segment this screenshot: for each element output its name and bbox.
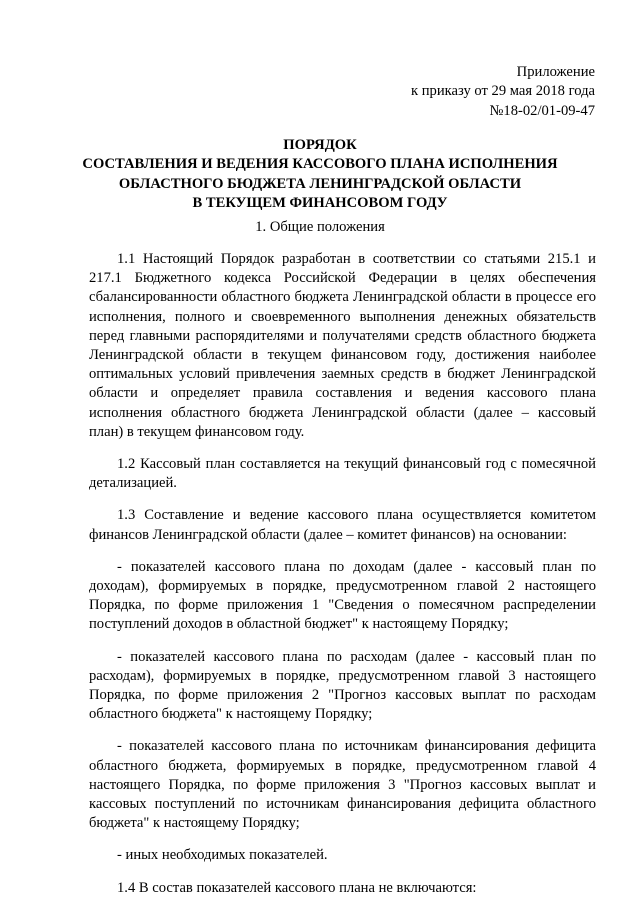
section-heading-general-provisions: 1. Общие положения <box>255 219 385 235</box>
paragraph-1-2: 1.2 Кассовый план составляется на текущий финансовый год с помесячной детализацией. <box>89 456 596 492</box>
list-item-expense-plan: - показателей кассового плана по расходам (далее - кассовый план по расходам), формируемых в порядке, предусмотренном главой 3 настоящего Порядка, по форме приложения 2 "Прогноз кассовых выплат по расходам областного бюджета" к настоящему Порядку; <box>89 648 596 723</box>
list-item-income-plan: - показателей кассового плана по доходам (далее - кассовый план по доходам), формируемых в порядке, предусмотренном главой 2 настоящего Порядка, по форме приложения 1 "Сведения о помесячном распределении поступлений доходов в областной бюджет" к настоящему Порядку; <box>89 558 596 633</box>
title-line-2: СОСТАВЛЕНИЯ И ВЕДЕНИЯ КАССОВОГО ПЛАНА ИСПОЛНЕНИЯ <box>82 156 558 173</box>
document-title <box>0 136 640 213</box>
approval-line-order-date: к приказу от 29 мая 2018 года <box>411 83 595 100</box>
title-line-3: ОБЛАСТНОГО БЮДЖЕТА ЛЕНИНГРАДСКОЙ ОБЛАСТИ <box>118 175 522 192</box>
paragraph-1-4: 1.4 В состав показателей кассового плана не включаются: <box>117 879 477 896</box>
paragraph-1-3: 1.3 Составление и ведение кассового плана осуществляется комитетом финансов Ленинградской области (далее – комитет финансов) на основании: <box>89 507 596 543</box>
document-body <box>89 250 596 911</box>
approval-line-order-number: №18-02/01-09-47 <box>489 102 595 119</box>
title-line-1: ПОРЯДОК <box>283 137 357 153</box>
list-item-deficit-financing-plan: - показателей кассового плана по источникам финансирования дефицита областного бюджета, формируемых в порядке, предусмотренном главой 4 настоящего Порядка, по форме приложения 3 "Прогноз кассовых выплат и кассовых поступлений по источникам финансирования дефицита областного бюджета" к настоящему Порядку; <box>89 738 596 832</box>
paragraph-1-1: 1.1 Настоящий Порядок разработан в соответствии со статьями 215.1 и 217.1 Бюджетного кодекса Российской Федерации в целях обеспечения сбалансированности областного бюджета Ленинградской области в процессе его исполнения, полного и своевременного выполнения денежных обязательств перед главными распорядителями и получателями средств областного бюджета Ленинградской области в текущем финансовом году, достижения наиболее оптимальных условий привлечения заемных средств в бюджет Ленинградской области и определяет правила составления и ведения кассового плана исполнения областного бюджета Ленинградской области (далее – кассовый план) в текущем финансовом году. <box>89 251 596 440</box>
list-item-other-indicators: - иных необходимых показателей. <box>117 847 328 864</box>
title-line-4: В ТЕКУЩЕМ ФИНАНСОВОМ ГОДУ <box>192 194 448 211</box>
approval-line-appendix: Приложение <box>516 64 595 80</box>
approval-stamp <box>411 63 595 121</box>
